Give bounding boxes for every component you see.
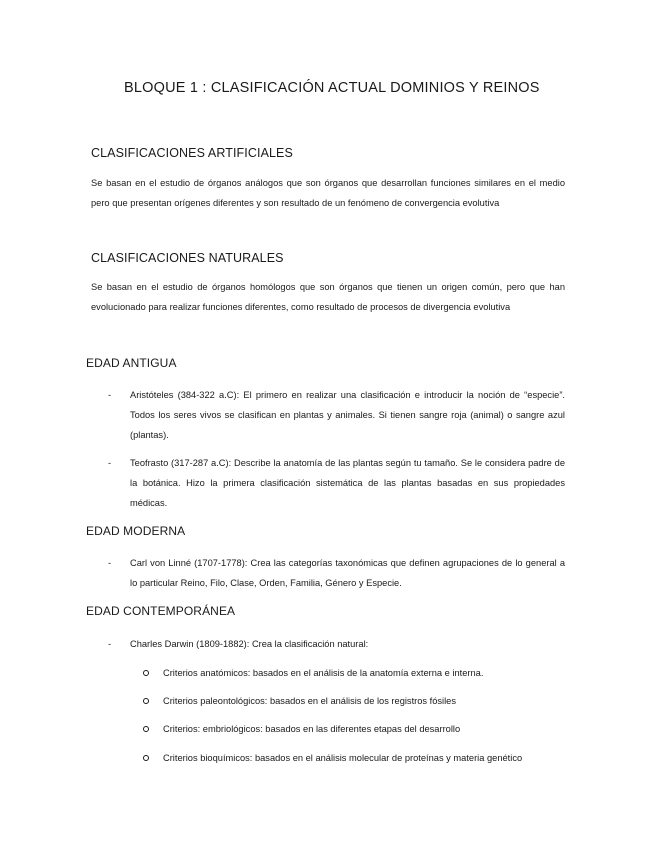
dash-bullet: - [108, 558, 112, 568]
list-item-text: Carl von Linné (1707-1778): Crea las categorías taxonómicas que definen agrupaciones de lo general a lo particular Reino, Filo, Clase, Orden, Familia, Género y Especie. [130, 558, 565, 588]
list-item-text: Charles Darwin (1809-1882): Crea la clasificación natural: [130, 639, 369, 649]
sub-item-criterios-paleontologicos [143, 692, 563, 710]
dash-bullet: - [108, 390, 112, 400]
circle-bullet-icon [143, 698, 149, 704]
sub-item-criterios-bioquimicos [143, 749, 563, 767]
list-item-linne [108, 553, 565, 593]
heading-edad-antigua: EDAD ANTIGUA [86, 356, 177, 370]
circle-bullet-icon [143, 755, 149, 761]
sub-item-text: Criterios anatómicos: basados en el análisis de la anatomía externa e interna. [163, 668, 484, 678]
sub-item-text: Criterios: embriológicos: basados en las diferentes etapas del desarrollo [163, 724, 461, 734]
page-title: BLOQUE 1 : CLASIFICACIÓN ACTUAL DOMINIOS Y REINOS [124, 80, 540, 96]
circle-bullet-icon [143, 726, 149, 732]
dash-bullet: - [108, 458, 112, 468]
heading-edad-contemporanea: EDAD CONTEMPORÁNEA [86, 604, 236, 618]
sub-item-text: Criterios bioquímicos: basados en el análisis molecular de proteínas y materia genético [163, 753, 523, 763]
dash-bullet: - [108, 639, 112, 649]
sub-item-text: Criterios paleontológicos: basados en el análisis de los registros fósiles [163, 696, 457, 706]
sub-item-criterios-anatomicos [143, 664, 563, 682]
sub-item-criterios-embriologicos [143, 720, 563, 738]
paragraph-clasificaciones-artificiales: Se basan en el estudio de órganos análogos que son órganos que desarrollan funciones similares en el medio pero que presentan orígenes diferentes y son resultado de un fenómeno de convergencia evolutiva [91, 178, 565, 208]
heading-clasificaciones-naturales: CLASIFICACIONES NATURALES [91, 251, 284, 265]
list-item-darwin [108, 634, 565, 654]
list-item-teofrasto [108, 453, 565, 513]
circle-bullet-icon [143, 670, 149, 676]
paragraph-clasificaciones-naturales: Se basan en el estudio de órganos homólogos que son órganos que tienen un origen común, pero que han evolucionado para realizar funciones diferentes, como resultado de procesos de divergencia evolutiva [91, 282, 565, 312]
list-item-aristoteles [108, 385, 565, 445]
heading-edad-moderna: EDAD MODERNA [86, 524, 186, 538]
list-item-text: Teofrasto (317-287 a.C): Describe la anatomía de las plantas según tu tamaño. Se le considera padre de la botánica. Hizo la primera clasificación sistemática de las plantas basadas en sus propiedades médicas. [130, 458, 565, 508]
heading-clasificaciones-artificiales: CLASIFICACIONES ARTIFICIALES [91, 146, 293, 160]
list-item-text: Aristóteles (384-322 a.C): El primero en realizar una clasificación e introducir la noción de “especie”. Todos los seres vivos se clasifican en plantas y animales. Si tienen sangre roja (animal) o sangre azul (plantas). [130, 390, 565, 440]
